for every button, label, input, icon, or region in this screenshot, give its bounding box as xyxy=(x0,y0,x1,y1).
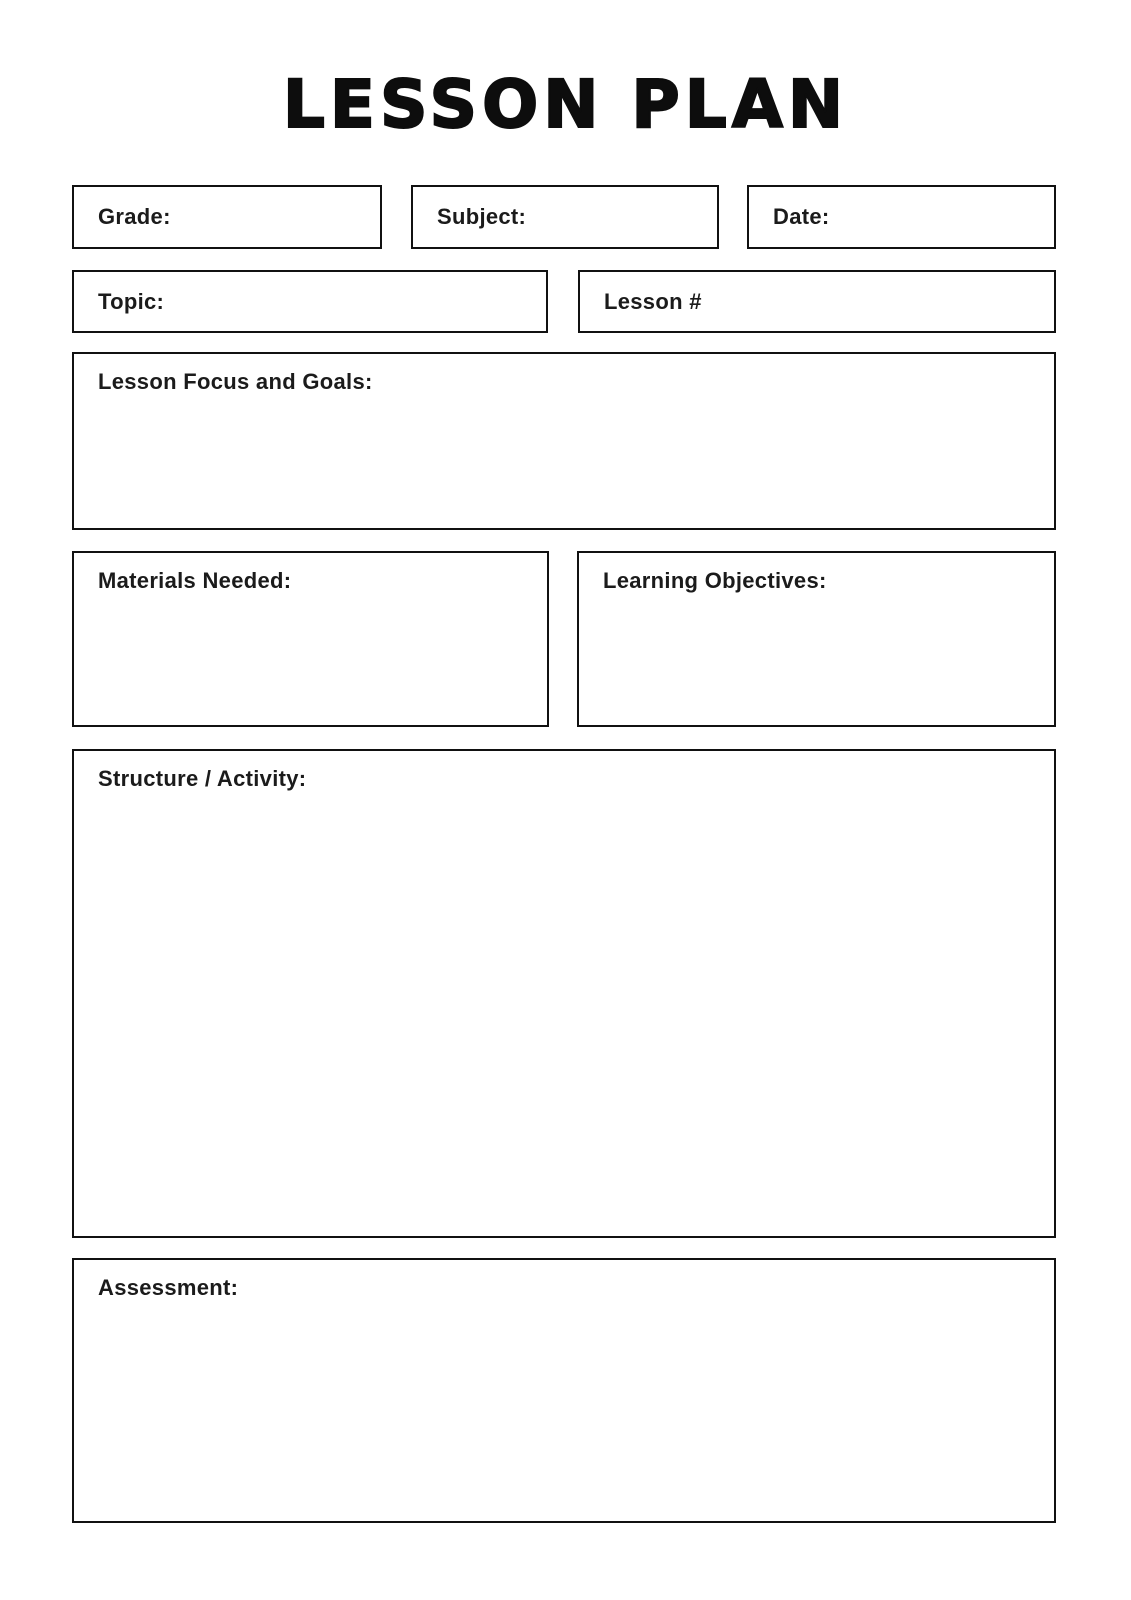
structure-activity-field-box[interactable] xyxy=(72,749,1056,1238)
grade-input-area[interactable] xyxy=(181,187,380,247)
assessment-input-area[interactable] xyxy=(98,1301,1030,1509)
date-field-box[interactable] xyxy=(747,185,1056,249)
materials-needed-field-box[interactable] xyxy=(72,551,549,727)
materials-needed-label: Materials Needed: xyxy=(98,568,292,593)
learning-objectives-field-box[interactable] xyxy=(577,551,1056,727)
page-title: LESSON PLAN xyxy=(282,66,849,143)
assessment-label: Assessment: xyxy=(98,1275,239,1300)
subject-input-area[interactable] xyxy=(536,187,717,247)
materials-needed-input-area[interactable] xyxy=(98,594,523,713)
subject-field-box[interactable] xyxy=(411,185,719,249)
topic-input-area[interactable] xyxy=(174,272,546,331)
lesson-focus-goals-label: Lesson Focus and Goals: xyxy=(98,369,373,394)
lesson-focus-goals-input-area[interactable] xyxy=(98,395,1030,516)
lesson-number-label: Lesson # xyxy=(604,288,702,314)
learning-objectives-input-area[interactable] xyxy=(603,594,1030,713)
structure-activity-label: Structure / Activity: xyxy=(98,766,307,791)
assessment-field-box[interactable] xyxy=(72,1258,1056,1523)
subject-label: Subject: xyxy=(437,204,527,229)
structure-activity-input-area[interactable] xyxy=(98,792,1030,1224)
lesson-number-field-box[interactable] xyxy=(578,270,1056,333)
lesson-focus-goals-field-box[interactable] xyxy=(72,352,1056,530)
learning-objectives-label: Learning Objectives: xyxy=(603,568,827,593)
date-label: Date: xyxy=(773,204,830,229)
date-input-area[interactable] xyxy=(840,187,1054,247)
grade-field-box[interactable] xyxy=(72,185,382,249)
topic-label: Topic: xyxy=(98,288,165,314)
topic-field-box[interactable] xyxy=(72,270,548,333)
lesson-number-input-area[interactable] xyxy=(712,272,1054,331)
grade-label: Grade: xyxy=(98,204,171,229)
